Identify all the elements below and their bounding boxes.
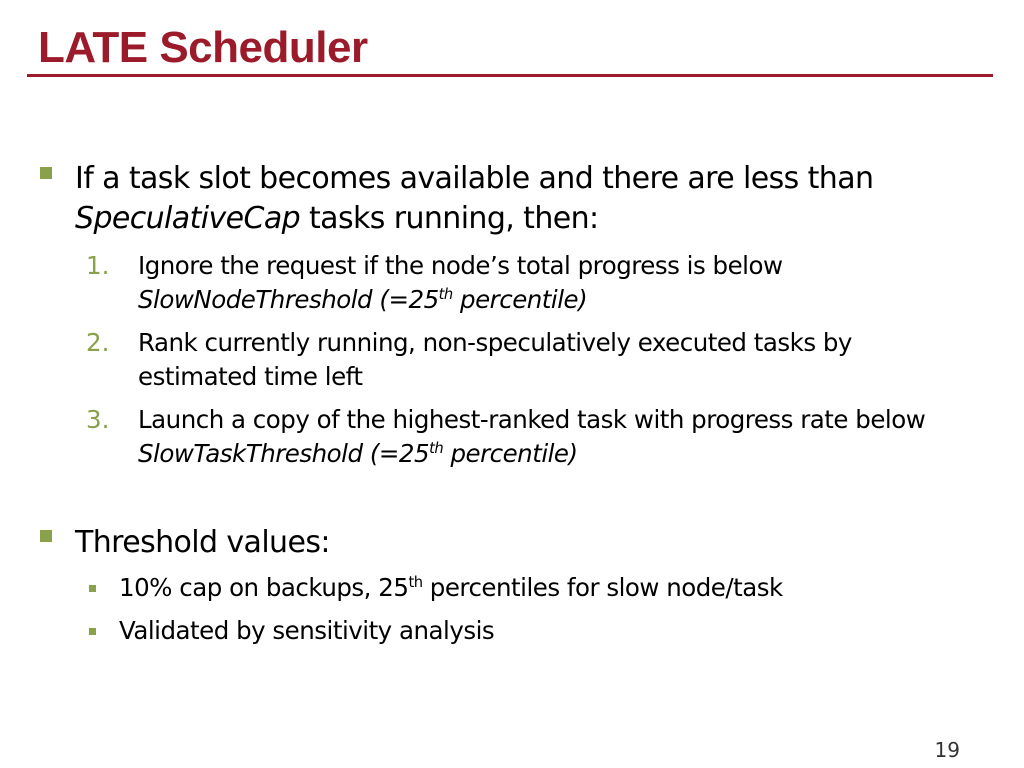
- sub-item-1-superscript: th: [408, 573, 423, 591]
- bullet1-line1: If a task slot becomes available and there are less than: [75, 161, 874, 196]
- step2-number: 2.: [86, 328, 110, 357]
- sub-item-1-a: 10% cap on backups, 25: [119, 573, 409, 602]
- step3-line2-a: SlowTaskThreshold (=25: [138, 439, 430, 468]
- page-number: 19: [934, 738, 960, 762]
- step2-line1: Rank currently running, non-speculatively executed tasks by: [138, 328, 852, 357]
- step3-number: 3.: [86, 405, 110, 434]
- step3-line2: [138, 437, 578, 471]
- step2-line2: estimated time left: [138, 362, 363, 391]
- step1-line1: Ignore the request if the node’s total progress is below: [138, 251, 783, 280]
- step3-line2-b: percentile): [443, 439, 578, 468]
- step1-line2: [138, 283, 587, 317]
- step1-number: 1.: [86, 251, 110, 280]
- sub-bullet-square-icon: [89, 585, 96, 592]
- sub-item-2: Validated by sensitivity analysis: [119, 616, 495, 645]
- step1-line2-a: SlowNodeThreshold (=25: [138, 285, 439, 314]
- slide-title: LATE Scheduler: [38, 23, 368, 72]
- sub-item-1: [119, 571, 783, 605]
- bullet2-text: Threshold values:: [75, 525, 330, 560]
- bullet-square-icon: [40, 530, 52, 542]
- sub-item-1-b: percentiles for slow node/task: [422, 573, 783, 602]
- sub-bullet-square-icon: [89, 628, 96, 635]
- bullet1-line2-rest: tasks running, then:: [300, 201, 599, 236]
- step1-line2-b: percentile): [452, 285, 588, 314]
- step1-superscript: th: [438, 285, 453, 303]
- bullet1-line2: [75, 200, 599, 238]
- step3-line1: Launch a copy of the highest-ranked task with progress rate below: [138, 405, 926, 434]
- step3-superscript: th: [429, 439, 444, 457]
- bullet-square-icon: [40, 167, 52, 179]
- speculativecap-term: SpeculativeCap: [75, 201, 301, 236]
- title-underline: [27, 74, 993, 77]
